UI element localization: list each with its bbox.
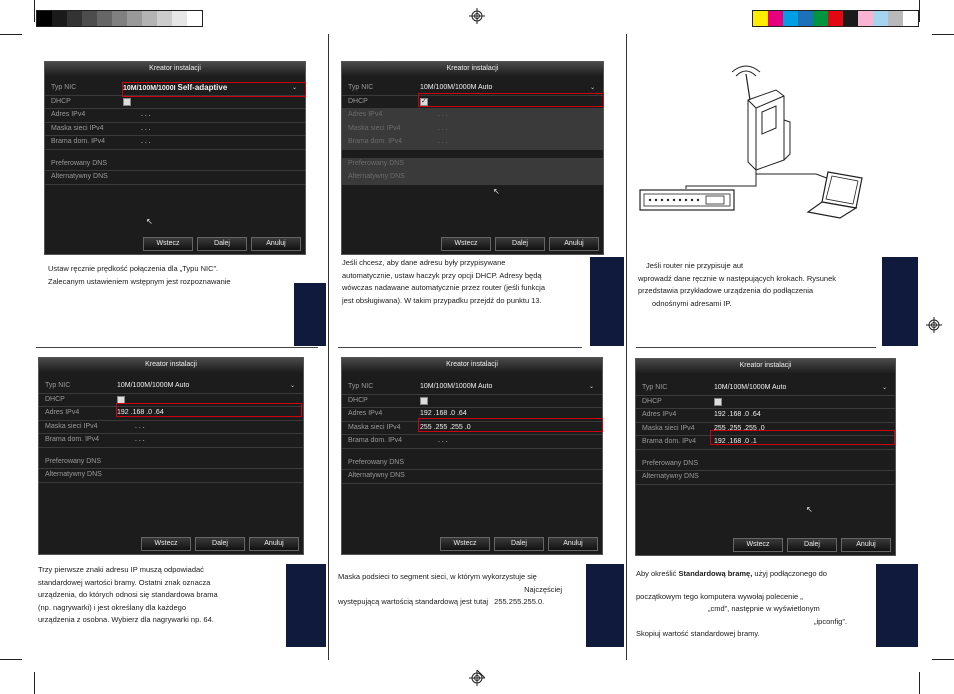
- dialog-buttons: [141, 537, 299, 551]
- nic-type-label: Typ NIC: [45, 382, 71, 389]
- color-swatch: [753, 11, 768, 26]
- nic-type-select[interactable]: [117, 381, 297, 391]
- dhcp-label: DHCP: [51, 97, 71, 105]
- cancel-button[interactable]: Anuluj: [549, 237, 599, 251]
- section-divider: [36, 347, 318, 348]
- next-button[interactable]: Dalej: [787, 538, 837, 552]
- cancel-button[interactable]: Anuluj: [841, 538, 891, 552]
- dns1-field[interactable]: [420, 458, 596, 468]
- ipv4-field[interactable]: 192 .168 .0 .64: [117, 409, 164, 416]
- gateway-label: Brama dom. IPv4: [348, 437, 403, 444]
- highlight-frame: [418, 93, 604, 107]
- gateway-row: [342, 435, 602, 449]
- nic-type-row: [636, 382, 895, 396]
- cancel-button[interactable]: Anuluj: [548, 537, 598, 551]
- chevron-down-icon[interactable]: ⌄: [589, 85, 595, 91]
- color-swatch: [37, 11, 52, 26]
- dns2-row: [342, 171, 603, 185]
- dialog-title: Kreator instalacji: [636, 359, 895, 373]
- back-button[interactable]: Wstecz: [441, 237, 491, 251]
- gateway-field[interactable]: . . .: [141, 138, 151, 145]
- section-divider: [338, 347, 582, 348]
- dns2-label: Alternatywny DNS: [51, 173, 108, 180]
- nic-type-select[interactable]: [420, 382, 596, 392]
- caption-line: Skopiuj wartość standardowej bramy.: [636, 629, 760, 638]
- dns2-label: Alternatywny DNS: [348, 173, 405, 180]
- dns2-row: [342, 470, 602, 484]
- recorder-icon: [640, 190, 734, 210]
- network-devices-illustration: [636, 62, 876, 222]
- gateway-row: [39, 434, 303, 448]
- gateway-field[interactable]: . . .: [135, 436, 145, 443]
- dns2-row: [636, 471, 895, 485]
- ipv4-row: [342, 109, 603, 123]
- color-swatch-strip-right: [752, 10, 919, 27]
- decorative-panel: [882, 257, 918, 346]
- caption-line: Trzy pierwsze znaki adresu IP muszą odpowiadać: [38, 565, 204, 574]
- fold-line: [626, 34, 627, 660]
- color-swatch-strip-left: [36, 10, 203, 27]
- color-swatch: [783, 11, 798, 26]
- mask-label: Maska sieci IPv4: [45, 422, 98, 430]
- dns1-label: Preferowany DNS: [348, 159, 405, 167]
- dialog-buttons: [440, 537, 598, 551]
- mask-field[interactable]: . . .: [141, 124, 151, 132]
- next-button[interactable]: Dalej: [195, 537, 245, 551]
- color-swatch: [52, 11, 67, 26]
- caption-line: Ustaw ręcznie prędkość połączenia dla „Typu NIC”.: [48, 264, 219, 273]
- color-swatch: [97, 11, 112, 26]
- crop-mark: [932, 659, 954, 660]
- caption-step-nic: [48, 263, 231, 288]
- dhcp-row: [636, 396, 895, 410]
- dialog-buttons: [733, 538, 891, 552]
- color-swatch: [843, 11, 858, 26]
- gateway-label: Brama dom. IPv4: [45, 436, 100, 443]
- color-swatch: [858, 11, 873, 26]
- caption-line: Maska podsieci to segment sieci, w którym wykorzystuje się: [338, 572, 537, 581]
- crop-mark: [0, 659, 22, 660]
- gateway-field[interactable]: . . .: [438, 437, 448, 444]
- dns1-field[interactable]: [714, 459, 889, 469]
- caption-line: urządzenia, do których odnosi się standardowa brama: [38, 590, 218, 599]
- caption-line: [338, 596, 578, 609]
- caption-line: [636, 581, 872, 591]
- dns2-field[interactable]: [123, 172, 299, 182]
- caption-line: „cmd”, następnie w wyświetlonym: [708, 604, 820, 613]
- dns1-row: [342, 457, 602, 471]
- mask-row: [342, 123, 603, 137]
- setup-wizard-dialog: [38, 357, 304, 555]
- section-divider: [636, 347, 876, 348]
- caption-line: odnośnymi adresami IP.: [652, 298, 732, 308]
- color-swatch: [67, 11, 82, 26]
- dns1-field[interactable]: [123, 159, 299, 169]
- dns2-label: Alternatywny DNS: [642, 473, 699, 480]
- dns2-row: [45, 171, 305, 185]
- nic-type-select[interactable]: [420, 83, 597, 93]
- registration-mark-icon: [469, 8, 485, 24]
- caption-line: Jeśli router nie przypisuje aut: [646, 261, 744, 270]
- dns2-field[interactable]: [714, 472, 889, 482]
- dns1-label: Preferowany DNS: [51, 159, 108, 167]
- caption-network-intro: [638, 260, 837, 310]
- chevron-down-icon[interactable]: ⌄: [588, 384, 594, 390]
- setup-wizard-dialog: [635, 358, 896, 556]
- highlight-frame: [418, 418, 603, 432]
- mask-field: . . .: [438, 124, 448, 132]
- dhcp-checkbox[interactable]: [123, 98, 131, 106]
- color-swatch: [903, 11, 918, 26]
- mouse-cursor-icon: ↖: [493, 187, 500, 196]
- crop-mark: [932, 34, 954, 35]
- gateway-row: [45, 136, 305, 150]
- caption-step-ipv4: [38, 564, 218, 627]
- gateway-row: [342, 136, 603, 150]
- ipv4-row: [636, 409, 895, 423]
- router-icon: [732, 66, 790, 170]
- highlight-frame: [122, 82, 306, 97]
- ipv4-field[interactable]: 192 .168 .0 .64: [420, 410, 467, 417]
- caption-text: występującą wartością standardową jest tutaj: [338, 597, 489, 606]
- dns2-field[interactable]: [117, 470, 297, 480]
- next-button[interactable]: Dalej: [197, 237, 247, 251]
- gateway-label: Brama dom. IPv4: [51, 138, 106, 145]
- back-button[interactable]: Wstecz: [141, 537, 191, 551]
- mask-label: Maska sieci IPv4: [348, 423, 401, 431]
- nic-type-value: 10M/100M/1000M Auto: [117, 382, 190, 389]
- color-swatch: [127, 11, 142, 26]
- decorative-panel: [586, 564, 624, 647]
- ipv4-label: Adres IPv4: [348, 410, 383, 417]
- caption-line: Zalecanym ustawieniem wstępnym jest rozpoznawanie: [48, 276, 231, 286]
- color-swatch: [82, 11, 97, 26]
- caption-step-dhcp: [342, 257, 545, 307]
- dns2-label: Alternatywny DNS: [348, 472, 405, 479]
- ipv4-label: Adres IPv4: [348, 111, 383, 118]
- nic-type-value: 10M/100M/1000M Auto: [714, 384, 787, 391]
- dialog-title: Kreator instalacji: [342, 62, 603, 76]
- mask-row: [45, 123, 305, 137]
- nic-type-row: [342, 381, 602, 395]
- decorative-panel: [876, 564, 918, 647]
- mask-label: Maska sieci IPv4: [348, 124, 401, 132]
- dialog-title: Kreator instalacji: [39, 358, 303, 372]
- dialog-buttons: [143, 237, 301, 251]
- caption-line: Jeśli chcesz, aby dane adresu były przypisywane: [342, 258, 506, 267]
- dhcp-checkbox[interactable]: [714, 398, 722, 406]
- nic-type-label: Typ NIC: [51, 84, 77, 91]
- mouse-cursor-icon: ↖: [146, 217, 153, 226]
- color-swatch: [172, 11, 187, 26]
- mask-field[interactable]: 255 .255 .255 .0: [714, 424, 765, 432]
- gateway-field: . . .: [438, 138, 448, 145]
- crop-mark: [919, 0, 920, 22]
- color-swatch: [873, 11, 888, 26]
- gateway-label: Brama dom. IPv4: [642, 438, 697, 445]
- registration-mark-icon: [469, 670, 485, 686]
- caption-line: Najczęściej: [524, 584, 562, 594]
- caption-line: (np. nagrywarki) i jest określany dla każdego: [38, 602, 186, 612]
- nic-type-label: Typ NIC: [348, 84, 374, 91]
- back-button[interactable]: Wstecz: [440, 537, 490, 551]
- back-button[interactable]: Wstecz: [143, 237, 193, 251]
- dns2-field[interactable]: [420, 471, 596, 481]
- dhcp-label: DHCP: [348, 97, 368, 105]
- nic-type-value: 10M/100M/1000I: [123, 85, 176, 92]
- cancel-button[interactable]: Anuluj: [251, 237, 301, 251]
- caption-text: 255.255.255.0.: [494, 597, 545, 606]
- dns1-row: [39, 456, 303, 470]
- ipv4-field: . . .: [438, 111, 448, 118]
- caption-line: jest obsługiwana). W takim przypadku przejdź do punktu 13.: [342, 295, 542, 305]
- next-button[interactable]: Dalej: [494, 537, 544, 551]
- caption-text: użyj podłączonego do: [754, 569, 827, 578]
- dhcp-label: DHCP: [348, 396, 368, 404]
- caption-line: początkowym tego komputera wywołaj polecenie „: [636, 591, 803, 601]
- mask-label: Maska sieci IPv4: [642, 424, 695, 432]
- ipv4-row: [45, 109, 305, 123]
- caption-text: Aby określić: [636, 569, 677, 578]
- dns1-label: Preferowany DNS: [642, 459, 699, 467]
- caption-line: urządzenia z osobna. Wybierz dla nagrywarki np. 64.: [38, 615, 214, 624]
- dns1-label: Preferowany DNS: [45, 457, 102, 465]
- crop-mark: [34, 0, 35, 22]
- dialog-title: Kreator instalacji: [45, 62, 305, 76]
- caption-line: przedstawia przykładowe urządzenia do podłączenia: [638, 286, 814, 295]
- gateway-label: Brama dom. IPv4: [348, 138, 403, 145]
- gateway-field[interactable]: 192 .168 .0 .1: [714, 438, 757, 445]
- dhcp-checkbox[interactable]: [420, 397, 428, 405]
- color-swatch: [142, 11, 157, 26]
- nic-type-value: 10M/100M/1000M Auto: [420, 84, 493, 91]
- color-swatch: [888, 11, 903, 26]
- color-swatch: [112, 11, 127, 26]
- decorative-panel: [286, 564, 326, 647]
- ipv4-field[interactable]: . . .: [141, 111, 151, 118]
- crop-mark: [34, 672, 35, 694]
- registration-mark-icon: [926, 317, 942, 333]
- color-swatch: [828, 11, 843, 26]
- caption-line: „ipconfig”.: [814, 616, 847, 626]
- dns1-row: [342, 158, 603, 172]
- cancel-button[interactable]: Anuluj: [249, 537, 299, 551]
- highlight-frame: [116, 403, 302, 417]
- nic-type-select[interactable]: [714, 383, 889, 393]
- dns1-row: [45, 158, 305, 172]
- setup-wizard-dialog: [341, 61, 604, 255]
- next-button[interactable]: Dalej: [495, 237, 545, 251]
- mask-field[interactable]: 255 .255 .255 .0: [420, 423, 471, 431]
- dhcp-label: DHCP: [45, 395, 65, 403]
- dns2-label: Alternatywny DNS: [45, 471, 102, 478]
- dns1-field[interactable]: [117, 457, 297, 467]
- chevron-down-icon[interactable]: ⌄: [881, 385, 887, 391]
- dialog-buttons: [441, 237, 599, 251]
- dns2-row: [39, 469, 303, 483]
- color-swatch: [157, 11, 172, 26]
- caption-line: wprowadź dane ręcznie w następujących krokach. Rysunek: [638, 273, 837, 283]
- dns1-label: Preferowany DNS: [348, 458, 405, 466]
- decorative-panel: [294, 283, 326, 346]
- caption-step-mask: [338, 571, 578, 609]
- color-swatch: [813, 11, 828, 26]
- mask-field[interactable]: . . .: [135, 422, 145, 430]
- highlight-frame: [710, 430, 895, 445]
- caption-line: automatycznie, ustaw haczyk przy opcji DHCP. Adresy będą: [342, 270, 542, 280]
- nic-type-label: Typ NIC: [642, 384, 668, 391]
- caption-line: standardowej wartości bramy. Ostatni znak oznacza: [38, 577, 211, 587]
- ipv4-label: Adres IPv4: [45, 409, 80, 416]
- mask-label: Maska sieci IPv4: [51, 124, 104, 132]
- color-swatch: [768, 11, 783, 26]
- ipv4-label: Adres IPv4: [51, 111, 86, 118]
- dhcp-row: [45, 96, 305, 110]
- setup-wizard-dialog: [341, 357, 603, 555]
- mask-row: [39, 421, 303, 435]
- dhcp-row: [342, 395, 602, 409]
- nic-type-value: 10M/100M/1000M Auto: [420, 383, 493, 390]
- nic-type-label: Typ NIC: [348, 383, 374, 390]
- back-button[interactable]: Wstecz: [733, 538, 783, 552]
- caption-line: [636, 568, 872, 581]
- crop-mark: [919, 672, 920, 694]
- chevron-down-icon[interactable]: ⌄: [291, 85, 297, 91]
- caption-line: wówczas nadawane automatycznie przez router (jeśli funkcja: [342, 283, 546, 292]
- nic-overlay-text: Self-adaptive: [177, 83, 228, 92]
- decorative-panel: [590, 257, 624, 346]
- chevron-down-icon[interactable]: ⌄: [289, 383, 295, 389]
- color-swatch: [798, 11, 813, 26]
- color-swatch: [187, 11, 202, 26]
- dialog-title: Kreator instalacji: [342, 358, 602, 372]
- fold-line: [328, 34, 329, 660]
- dns1-row: [636, 458, 895, 472]
- mouse-cursor-icon: ↖: [806, 505, 813, 514]
- crop-mark: [0, 34, 22, 35]
- ipv4-label: Adres IPv4: [642, 411, 677, 418]
- dhcp-label: DHCP: [642, 397, 662, 405]
- caption-bold-text: Standardową bramę,: [678, 569, 753, 578]
- caption-step-gateway: [636, 568, 872, 641]
- ipv4-field[interactable]: 192 .168 .0 .64: [714, 411, 761, 418]
- nic-type-row: [39, 380, 303, 394]
- laptop-icon: [808, 172, 862, 218]
